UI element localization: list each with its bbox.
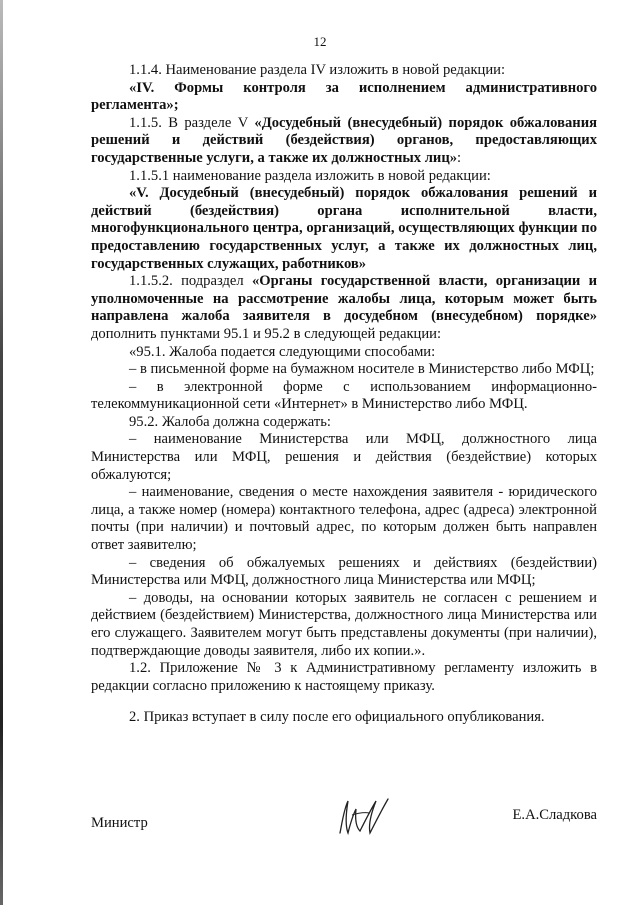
text-run: – доводы, на основании которых заявитель не согласен с решением и действием (бездействием) Министерства, должностного лица Министерства или его служащего. Заявителем могут быть представлены документы (при наличии), подтверждающие доводы заявителя, либо их копии.». (91, 589, 597, 659)
paragraph (91, 344, 597, 362)
signer-title: Министр (91, 815, 148, 831)
bold-text-run: «V. Досудебный (внесудебный) порядок обжалования решений и действий (бездействия) органа исполнительной власти, многофункционального центра, организаций, осуществляющих функции по предоставлению государственных услуг, а также их должностных лиц, государственных служащих, работников» (91, 185, 597, 272)
bold-text-run: «Досудебный (внесудебный) порядок обжалования решений и действий (бездействия) органов, предоставляющих государственные услуги, а также их должностных лиц» (91, 114, 597, 166)
page-number: 12 (313, 34, 327, 49)
paragraph (91, 273, 597, 343)
paragraph (91, 590, 597, 660)
text-run: 1.1.5.1 наименование раздела изложить в новой редакции: (129, 167, 491, 184)
paragraph (91, 361, 597, 379)
text-run: дополнить пунктами 95.1 и 95.2 в следующей редакции: (91, 325, 442, 342)
paragraph (91, 660, 597, 695)
paragraph (91, 414, 597, 432)
paragraph (91, 431, 597, 484)
text-run: – в письменной форме на бумажном носителе в Министерство либо МФЦ; (129, 361, 595, 378)
text-run: 1.1.5.2. подраздел (129, 273, 252, 290)
text-run: – сведения об обжалуемых решениях и действиях (бездействии) Министерства или МФЦ, должностного лица Министерства или МФЦ; (91, 554, 597, 589)
paragraph (91, 168, 597, 186)
text-run: – наименование, сведения о месте нахождения заявителя - юридического лица, а также номер (номера) контактного телефона, адрес (адреса) электронной почты (при наличии) и почтовый адрес, по которым должен быть направлен ответ заявителю; (91, 484, 597, 554)
paragraph (91, 555, 597, 590)
bold-text-run: «Органы государственной власти, организации и уполномоченные на рассмотрение жалобы лица, которым может быть направлена жалоба заявителя в досудебном (внесудебном) порядке» (91, 273, 597, 325)
signer-name: Е.А.Сладкова (512, 807, 597, 823)
scan-page-edge (0, 0, 3, 905)
text-run: – в электронной форме с использованием информационно-телекоммуникационной сети «Интернет» в Министерство либо МФЦ. (91, 378, 597, 413)
paragraph (91, 62, 597, 80)
signature-block (91, 795, 597, 845)
paragraph (91, 115, 597, 168)
handwritten-signature (336, 795, 396, 839)
text-run: 1.1.5. В разделе V (129, 114, 255, 131)
text-run: 1.2. Приложение № 3 к Административному регламенту изложить в редакции согласно приложению к настоящему приказу. (91, 660, 597, 694)
paragraph (91, 709, 597, 727)
paragraph-gap (91, 695, 597, 709)
text-run: – наименование Министерства или МФЦ, должностного лица Министерства или МФЦ, решения и действия (бездействие) которых обжалуются; (91, 431, 597, 483)
text-run: : (457, 149, 462, 166)
paragraph (91, 185, 597, 273)
paragraph (91, 80, 597, 115)
bold-text-run: «IV. Формы контроля за исполнением административного регламента»; (91, 79, 597, 114)
text-run: 1.1.4. Наименование раздела IV изложить в новой редакции: (129, 62, 506, 78)
document-body (91, 62, 597, 727)
paragraph (91, 379, 597, 414)
paragraph (91, 484, 597, 554)
text-run: «95.1. Жалоба подается следующими способами: (129, 343, 436, 360)
text-run: 95.2. Жалоба должна содержать: (129, 413, 331, 430)
text-run: 2. Приказ вступает в силу после его официального опубликования. (129, 709, 545, 726)
